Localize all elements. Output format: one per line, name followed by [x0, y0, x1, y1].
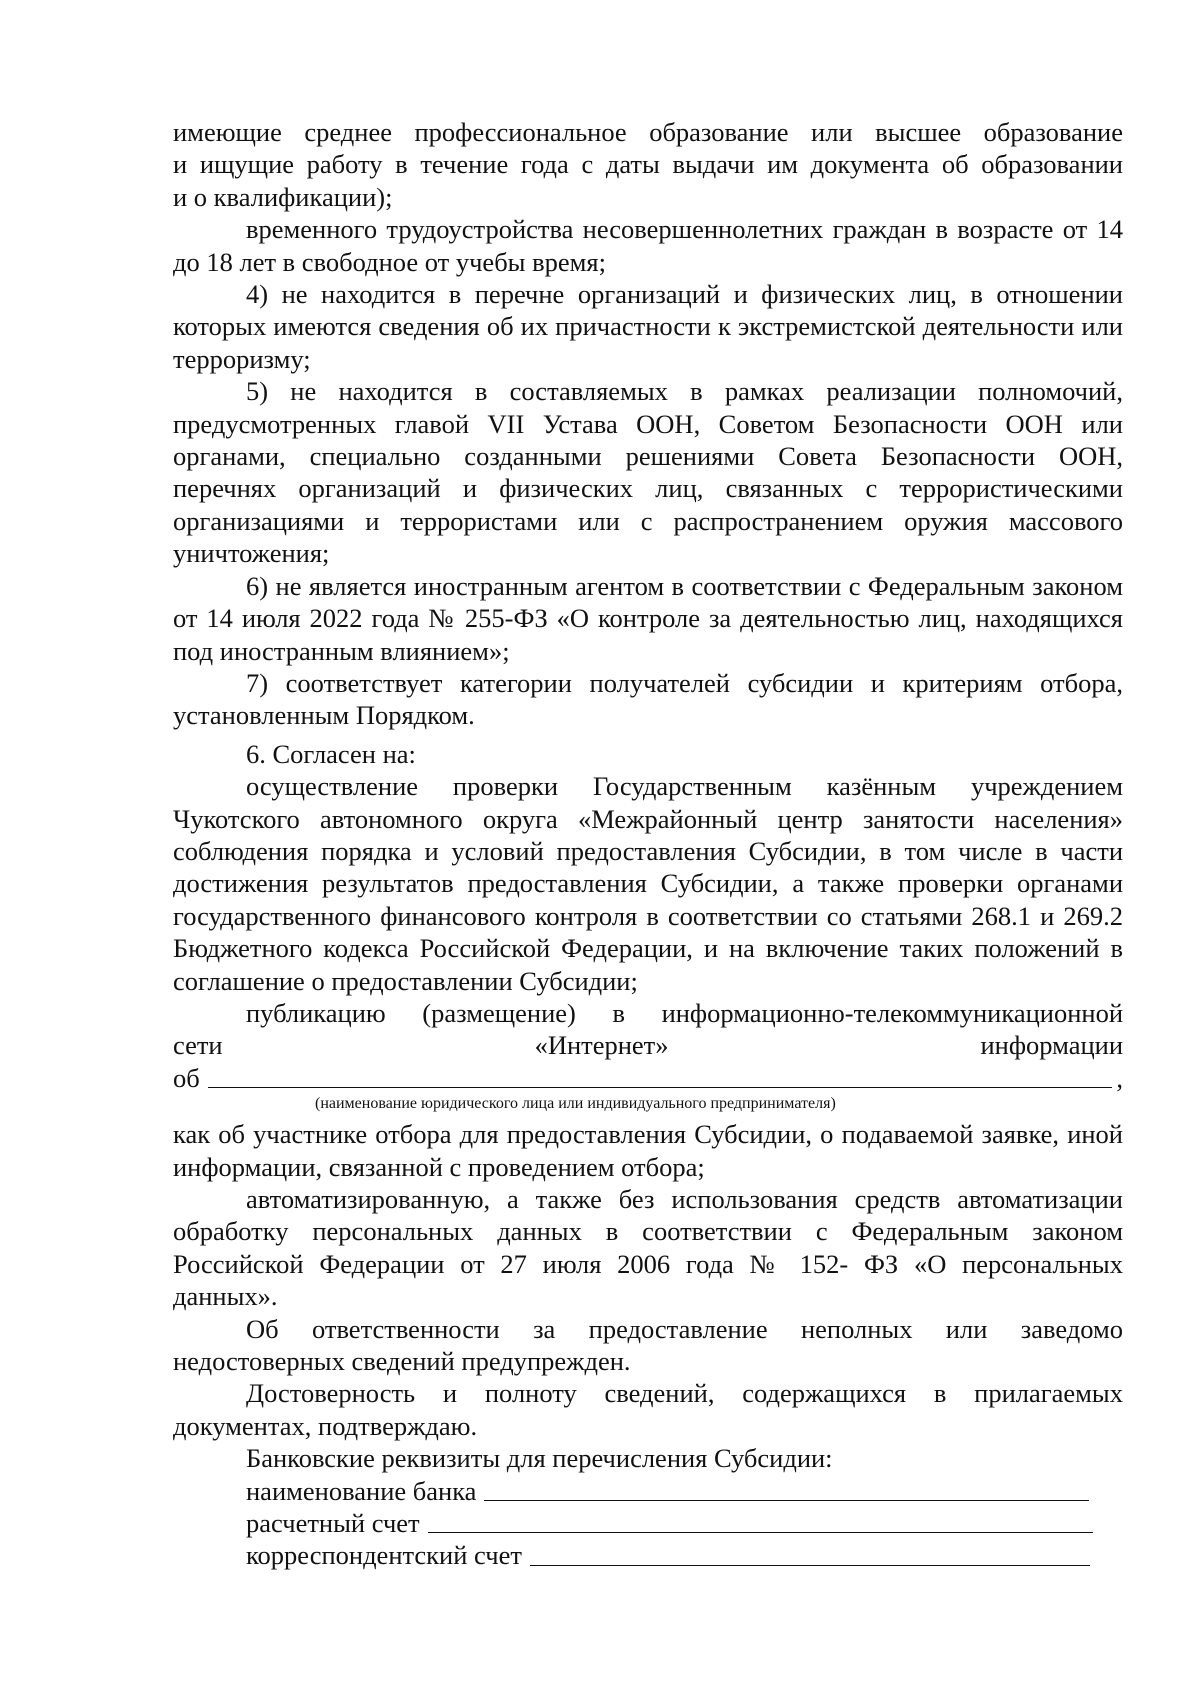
account-row — [173, 1507, 1123, 1539]
account-blank-field[interactable] — [428, 1508, 1093, 1533]
paragraph-confirmation: Достоверность и полноту сведений, содержащихся в прилагаемых документах, подтверждаю. — [173, 1378, 1123, 1441]
paragraph-item-4: 4) не находится в перечне организаций и физических лиц, в отношении которых имеются сведения об их причастности к экстремистской деятельности или терроризму; — [173, 279, 1123, 374]
section-6-heading: 6. Согласен на: — [246, 738, 416, 769]
text-word: , — [1116, 1062, 1123, 1093]
entity-name-line — [173, 1062, 1123, 1094]
text-word: сети — [173, 1030, 223, 1061]
document-page — [173, 116, 1123, 1572]
paragraph-verification-consent: осуществление проверки Государственным казённым учреждением Чукотского автономного округа «Межрайонный центр занятости населения» соблюдения порядка и условий предоставления Субсидии, в том числе в части достижения результатов предоставления Субсидии, а также проверки органами государственного финансового контроля в соответствии со статьями 268.1 и 269.2 Бюджетного кодекса Российской Федерации, и на включение таких положений в соглашение о предоставлении Субсидии; — [173, 771, 1123, 996]
entity-name-caption: (наименование юридического лица или индивидуального предпринимателя) — [315, 1095, 836, 1113]
paragraph-responsibility: Об ответственности за предоставление неполных или заведомо недостоверных сведений предупрежден. — [173, 1313, 1123, 1377]
text-line: и о квалификации); — [173, 181, 393, 212]
account-label: расчетный счет — [246, 1508, 420, 1539]
bank-name-label: наименование банка — [246, 1475, 477, 1506]
text-word: «Интернет» — [534, 1030, 669, 1061]
paragraph-item-6: 6) не является иностранным агентом в соответствии с Федеральным законом от 14 июля 2022 года № 255-ФЗ «О контроле за деятельностью лиц, находящихся под иностранным влиянием»; — [173, 570, 1123, 666]
bank-name-row — [173, 1475, 1123, 1507]
paragraph-publication-consent: публикацию (размещение) в информационно-телекоммуникационной — [246, 997, 1123, 1028]
corr-account-label: корреспондентский счет — [246, 1540, 522, 1571]
paragraph-item-5: 5) не находится в составляемых в рамках реализации полномочий, предусмотренных главой VII Устава ООН, Советом Безопасности ООН или органами, специально созданными решениями Совета Безопасности ООН, перечнях организаций и физических лиц, связанных с террористическими организациями и террористами или с распространением оружия массового уничтожения; — [173, 376, 1123, 569]
text-word: об — [173, 1062, 200, 1093]
text-line: и ищущие работу в течение года с даты выдачи им документа об образовании — [173, 149, 1123, 180]
entity-name-blank-field[interactable] — [208, 1063, 1113, 1088]
corr-account-row — [173, 1539, 1123, 1571]
paragraph-participant: как об участнике отбора для предоставления Субсидии, о подаваемой заявке, иной информации, связанной с проведением отбора; — [173, 1119, 1123, 1182]
internet-line — [173, 1029, 1123, 1061]
text-word: информации — [980, 1030, 1123, 1061]
bank-name-blank-field[interactable] — [484, 1476, 1089, 1501]
corr-account-blank-field[interactable] — [530, 1541, 1090, 1566]
paragraph-personal-data: автоматизированную, а также без использования средств автоматизации обработку персональных данных в соответствии с Федеральным законом Российской Федерации от 27 июля 2006 года № 152- ФЗ «О персональных данных». — [173, 1184, 1123, 1312]
bank-details-heading: Банковские реквизиты для перечисления Субсидии: — [246, 1443, 833, 1474]
paragraph-temporary-employment: временного трудоустройства несовершеннолетних граждан в возрасте от 14 до 18 лет в свободное от учебы время; — [173, 214, 1123, 277]
paragraph-item-7: 7) соответствует категории получателей субсидии и критериям отбора, установленным Порядком. — [173, 667, 1123, 731]
text-line: имеющие среднее профессиональное образование или высшее образование — [173, 117, 1123, 147]
